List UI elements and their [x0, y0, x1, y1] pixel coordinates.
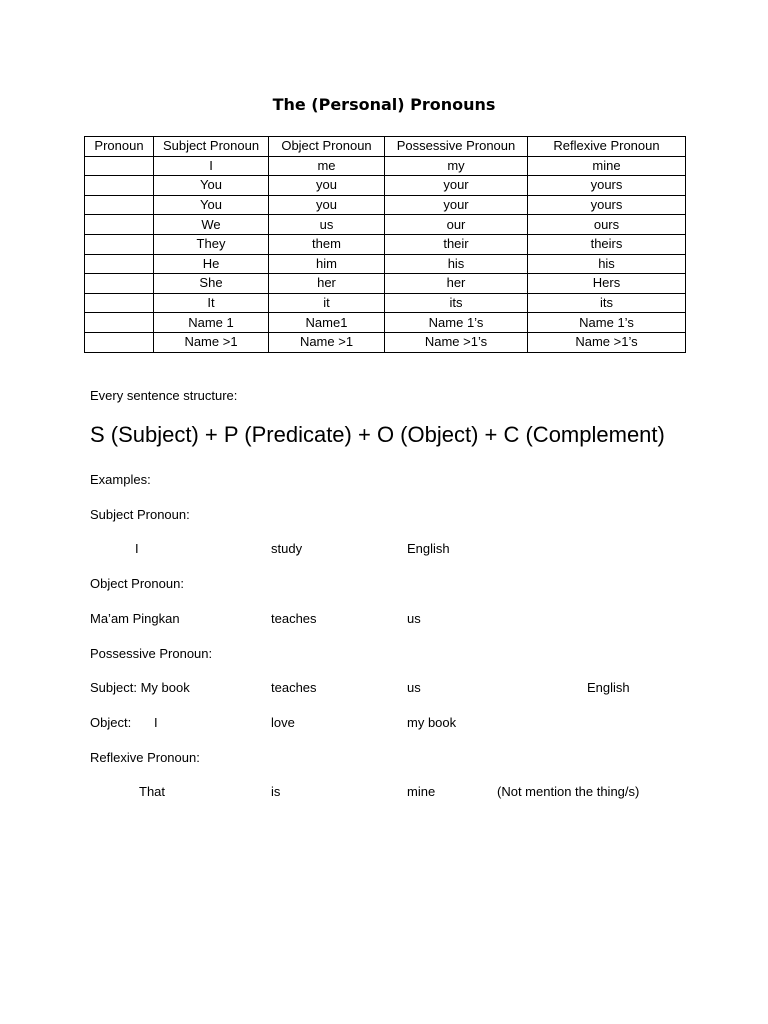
- table-cell: her: [385, 274, 528, 294]
- table-cell: Name >1: [269, 332, 385, 352]
- possessive-pronoun-heading: Possessive Pronoun:: [90, 646, 213, 661]
- table-cell: its: [385, 293, 528, 313]
- table-cell: Name >1: [154, 332, 269, 352]
- table-cell: [85, 215, 154, 235]
- table-row: [85, 234, 686, 254]
- column-header: Possessive Pronoun: [385, 137, 528, 157]
- table-cell: my: [385, 156, 528, 176]
- example-word: study: [271, 541, 303, 556]
- table-row: [85, 332, 686, 352]
- table-row: [85, 176, 686, 196]
- example-word: my book: [407, 715, 457, 730]
- table-cell: [85, 195, 154, 215]
- table-cell: his: [385, 254, 528, 274]
- table-cell: [85, 332, 154, 352]
- table-cell: you: [269, 176, 385, 196]
- sentence-formula: S (Subject) + P (Predicate) + O (Object) + C (Complement): [90, 422, 665, 447]
- example-word: us: [407, 611, 421, 626]
- table-cell: Name 1: [154, 313, 269, 333]
- table-cell: [85, 313, 154, 333]
- column-header: Pronoun: [85, 137, 154, 157]
- subject-pronoun-heading: Subject Pronoun:: [90, 507, 190, 522]
- table-row: [85, 156, 686, 176]
- table-cell: your: [385, 195, 528, 215]
- reflexive-pronoun-heading: Reflexive Pronoun:: [90, 750, 200, 765]
- table-cell: Name1: [269, 313, 385, 333]
- example-word: Subject: My book: [90, 680, 190, 695]
- table-header-row: [85, 137, 686, 157]
- table-cell: [85, 274, 154, 294]
- example-word: I: [135, 541, 139, 556]
- table-cell: them: [269, 234, 385, 254]
- example-word: us: [407, 680, 421, 695]
- table-cell: me: [269, 156, 385, 176]
- table-cell: [85, 293, 154, 313]
- table-cell: our: [385, 215, 528, 235]
- example-word: English: [587, 680, 630, 695]
- table-row: [85, 254, 686, 274]
- table-row: [85, 313, 686, 333]
- table-cell: their: [385, 234, 528, 254]
- column-header: Subject Pronoun: [154, 137, 269, 157]
- table-cell: You: [154, 195, 269, 215]
- table-row: [85, 195, 686, 215]
- example-word: Ma’am Pingkan: [90, 611, 180, 626]
- table-cell: Hers: [528, 274, 686, 294]
- example-word: English: [407, 541, 450, 556]
- table-cell: yours: [528, 176, 686, 196]
- table-body: [85, 156, 686, 352]
- column-header: Reflexive Pronoun: [528, 137, 686, 157]
- table-cell: her: [269, 274, 385, 294]
- table-cell: I: [154, 156, 269, 176]
- table-cell: ours: [528, 215, 686, 235]
- object-pronoun-heading: Object Pronoun:: [90, 576, 184, 591]
- table-cell: you: [269, 195, 385, 215]
- example-word: is: [271, 784, 281, 799]
- example-word: I: [154, 715, 158, 730]
- example-word: mine: [407, 784, 436, 799]
- example-note: (Not mention the thing/s): [497, 784, 640, 799]
- column-header: Object Pronoun: [269, 137, 385, 157]
- table-cell: [85, 156, 154, 176]
- table-cell: Name >1’s: [385, 332, 528, 352]
- table-cell: Name >1’s: [528, 332, 686, 352]
- example-word: love: [271, 715, 295, 730]
- table-cell: theirs: [528, 234, 686, 254]
- table-cell: She: [154, 274, 269, 294]
- example-word: Object:: [90, 715, 132, 730]
- table-cell: You: [154, 176, 269, 196]
- table-row: [85, 215, 686, 235]
- table-cell: yours: [528, 195, 686, 215]
- table-cell: It: [154, 293, 269, 313]
- examples-label: Examples:: [90, 472, 151, 487]
- table-cell: [85, 234, 154, 254]
- table-cell: We: [154, 215, 269, 235]
- table-cell: him: [269, 254, 385, 274]
- table-cell: mine: [528, 156, 686, 176]
- table-cell: He: [154, 254, 269, 274]
- table-cell: [85, 176, 154, 196]
- table-cell: your: [385, 176, 528, 196]
- table-cell: it: [269, 293, 385, 313]
- pronoun-table: [84, 136, 686, 353]
- table-cell: Name 1’s: [528, 313, 686, 333]
- table-cell: us: [269, 215, 385, 235]
- table-row: [85, 293, 686, 313]
- example-word: That: [139, 784, 166, 799]
- table-row: [85, 274, 686, 294]
- example-word: teaches: [271, 611, 317, 626]
- example-word: teaches: [271, 680, 317, 695]
- table-cell: his: [528, 254, 686, 274]
- table-cell: its: [528, 293, 686, 313]
- table-cell: They: [154, 234, 269, 254]
- table-cell: Name 1’s: [385, 313, 528, 333]
- page-title: The (Personal) Pronouns: [272, 95, 496, 114]
- structure-label: Every sentence structure:: [90, 388, 238, 403]
- table-cell: [85, 254, 154, 274]
